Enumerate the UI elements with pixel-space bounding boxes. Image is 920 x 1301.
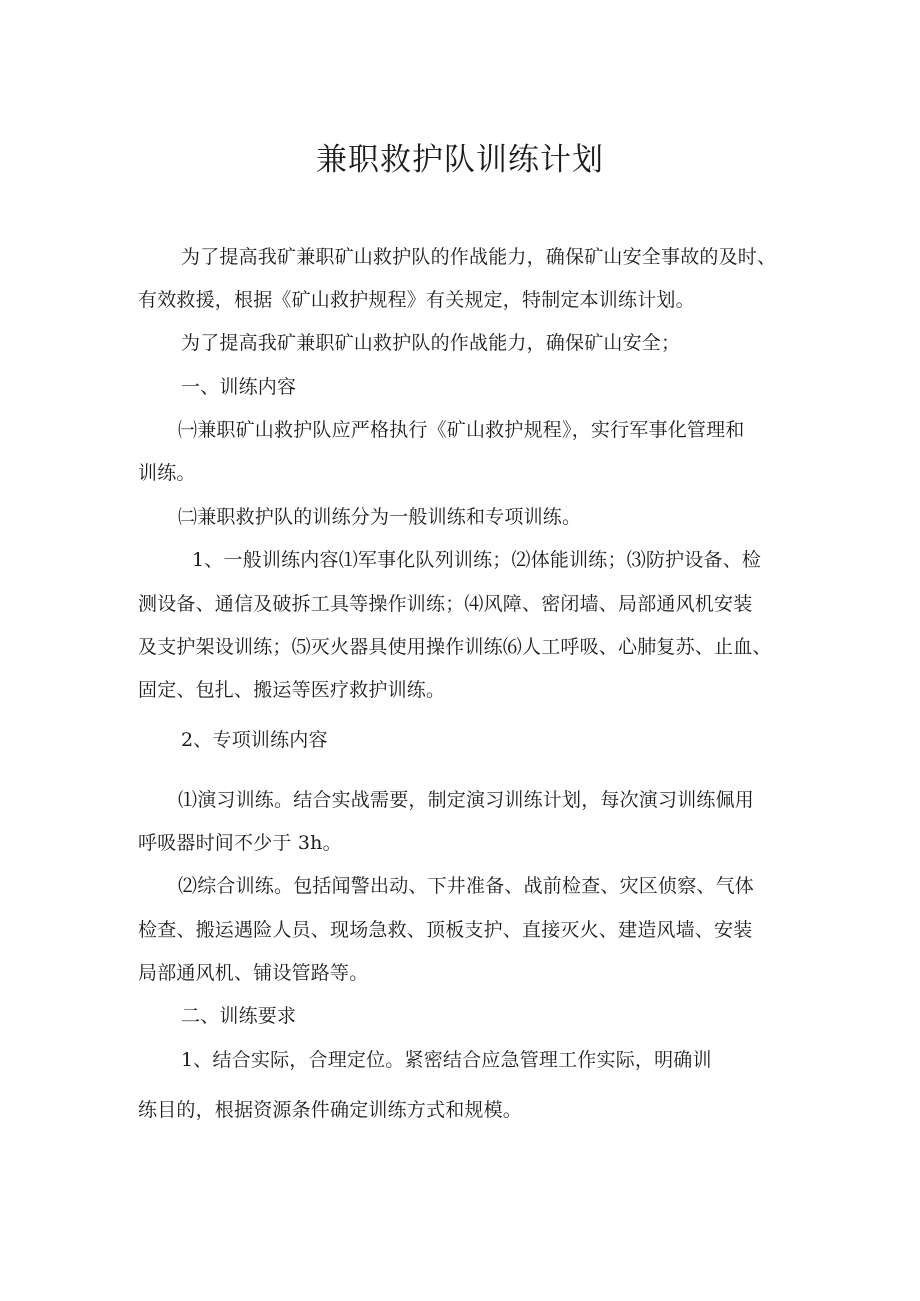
paragraph-line: 局部通风机、铺设管路等。 (138, 962, 369, 984)
document-title: 兼职救护队训练计划 (316, 142, 604, 178)
paragraph-line: ㈠兼职矿山救护队应严格执行《矿山救护规程》，实行军事化管理和 (178, 419, 745, 441)
paragraph-line: 1、结合实际，合理定位。紧密结合应急管理工作实际，明确训 (181, 1049, 712, 1071)
paragraph-line: 测设备、通信及破拆工具等操作训练；⑷风障、密闭墙、局部通风机安装 (138, 593, 753, 615)
section-heading: 一、训练内容 (181, 376, 297, 398)
paragraph-line: 呼吸器时间不少于 3h。 (138, 832, 342, 854)
paragraph-line: 1、一般训练内容⑴军事化队列训练；⑵体能训练；⑶防护设备、检 (192, 549, 762, 571)
paragraph-line: 及支护架设训练；⑸灭火器具使用操作训练⑹人工呼吸、心肺复苏、止血、 (138, 636, 772, 658)
section-heading: 二、训练要求 (181, 1005, 297, 1027)
paragraph-line: 训练。 (138, 462, 196, 484)
paragraph-line: 有效救援，根据《矿山救护规程》有关规定，特制定本训练计划。 (138, 289, 695, 311)
paragraph-line: ㈡兼职救护队的训练分为一般训练和专项训练。 (178, 506, 582, 528)
subsection-heading: 2、专项训练内容 (181, 729, 328, 751)
paragraph-line: 练目的，根据资源条件确定训练方式和规模。 (138, 1099, 523, 1121)
paragraph-line: 固定、包扎、搬运等医疗救护训练。 (138, 679, 446, 701)
paragraph-line: 为了提高我矿兼职矿山救护队的作战能力，确保矿山安全； (181, 332, 681, 354)
paragraph-line: ⑴演习训练。结合实战需要，制定演习训练计划，每次演习训练佩用 (178, 789, 755, 811)
paragraph-line: 检查、搬运遇险人员、现场急救、顶板支护、直接灭火、建造风墙、安装 (138, 919, 753, 941)
paragraph-line: ⑵综合训练。包括闻警出动、下井准备、战前检查、灾区侦察、气体 (178, 875, 755, 897)
paragraph-line: 为了提高我矿兼职矿山救护队的作战能力，确保矿山安全事故的及时、 (181, 246, 777, 268)
